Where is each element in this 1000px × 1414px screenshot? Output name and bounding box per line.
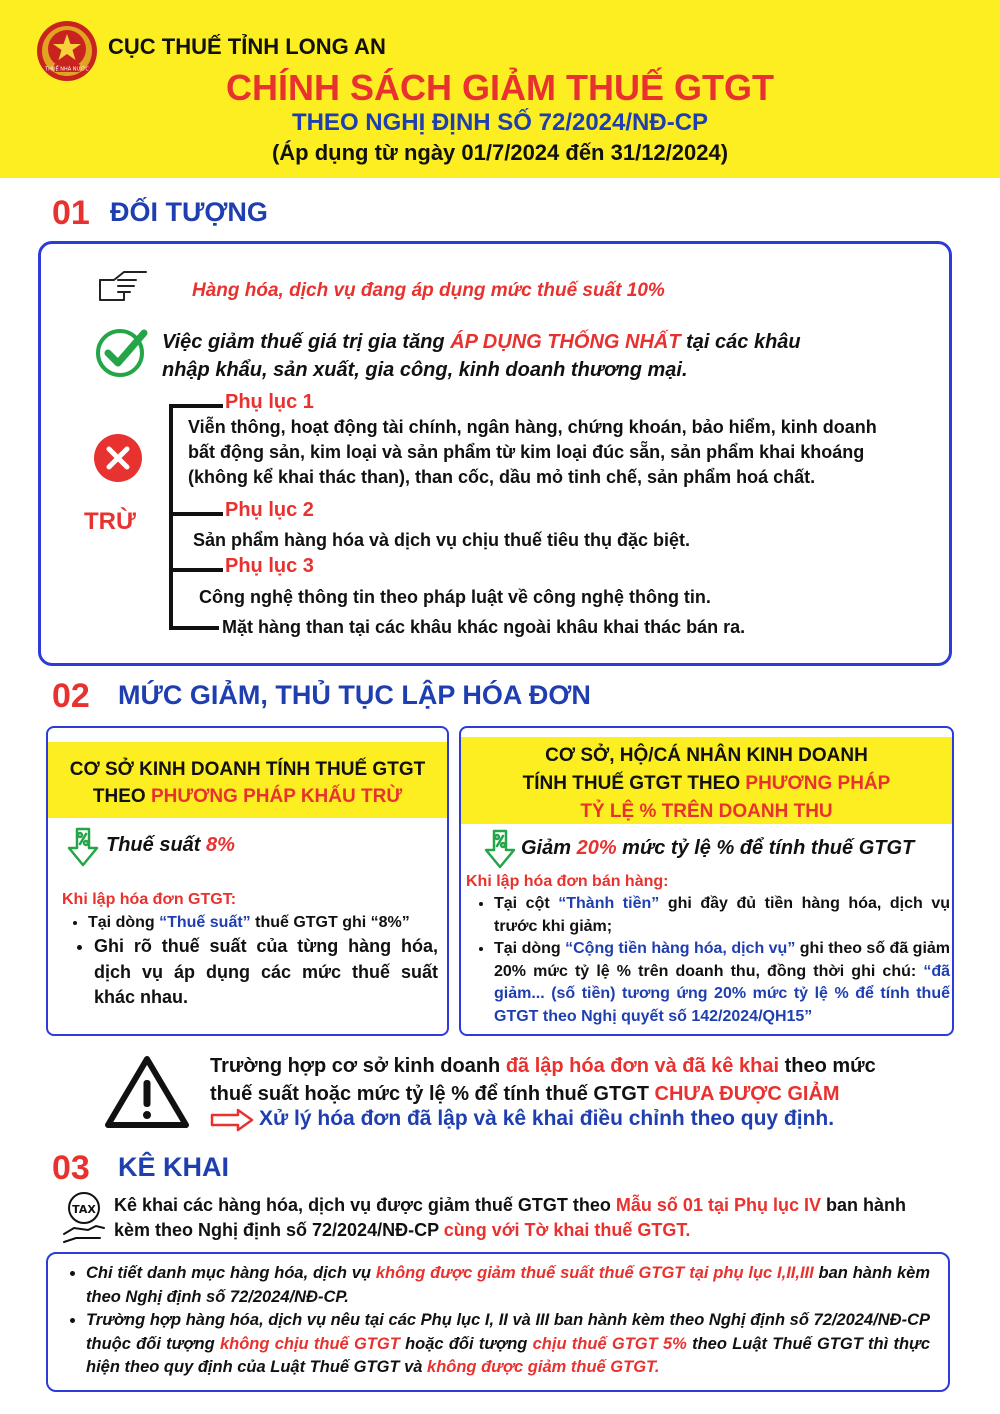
bullet-highlight: “Cộng tiền hàng hóa, dịch vụ” [565,940,796,958]
green-check-icon [94,323,150,379]
agency-name: CỤC THUẾ TỈNH LONG AN [108,34,386,59]
appendix-2-title: Phụ lục 2 [225,499,314,521]
bullet-highlight: “đã giảm... (số tiền) tương ứng 20% mức tỷ lệ % để tính thuế GTGT theo Nghị quyết số 142/2024/QH15” [494,962,950,1025]
bracket-arm [169,512,223,516]
bracket-arm [169,404,223,408]
warning-highlight: đã lập hóa đơn và đã kê khai [505,1055,780,1077]
appendix-1-line-2: bất động sản, kim loại và sản phẩm từ kim loại đúc sẵn, sản phẩm khai khoáng [188,442,865,462]
revenue-title-line-1: CƠ SỞ, HỘ/CÁ NHÂN KINH DOANH [545,745,868,766]
percent-down-arrow-icon [66,826,100,868]
bracket-arm [169,568,223,572]
declaration-text-part: ban hành [820,1195,906,1215]
section-3-number: 03 [52,1149,90,1187]
bracket-arm [169,626,219,630]
percent-down-arrow-icon [483,828,517,870]
section-3-title: KÊ KHAI [118,1152,230,1182]
bullet-highlight: “Thuế suất” [159,914,251,931]
note-text: Trường hợp hàng hóa, dịch vụ nêu tại các Phụ lục I, II và III ban hành kèm theo Nghị định số 72/2024/NĐ-CP thuộc đối tượng [86,1311,930,1353]
pointing-hand-icon [96,266,152,306]
uniform-text-part: tại các khâu [680,331,801,353]
deduction-rate-label: Thuế suất [106,834,207,856]
bullet-text: • Ghi rõ thuế suất của từng hàng hóa, dịch vụ áp dụng các mức thuế suất khác nhau. [94,934,438,1011]
red-x-icon [93,433,143,483]
appendix-1-line-1: Viễn thông, hoạt động tài chính, ngân hàng, chứng khoán, bảo hiểm, kinh doanh [188,417,877,437]
revenue-card-title [461,742,952,826]
deduction-method-name: PHƯƠNG PHÁP KHẤU TRỪ [150,786,403,807]
page-title: CHÍNH SÁCH GIẢM THUẾ GTGT [226,67,774,108]
warning-triangle-icon [104,1054,190,1130]
section-2-number: 02 [52,677,90,715]
revenue-rate-text [521,837,914,860]
warning-highlight: CHƯA ĐƯỢC GIẢM [654,1083,840,1105]
tax-hand-icon [60,1190,108,1246]
revenue-rate-value: 20% [576,837,617,859]
deduction-title-part: THEO [92,786,151,807]
notes-list [62,1262,930,1380]
warning-text-part: Trường hợp cơ sở kinh doanh [210,1055,506,1077]
revenue-method-name: PHƯƠNG PHÁP [745,773,891,794]
bullet-text: thuế GTGT ghi “8%” [250,914,410,931]
note-text: ban hành kèm theo Nghị định số 72/2024/NĐ-CP. [86,1264,930,1306]
bullet-text: Tại cột [494,895,559,912]
declaration-text [114,1193,906,1243]
effective-period: (Áp dụng từ ngày 01/7/2024 đến 31/12/2024) [271,140,729,165]
deduction-invoice-title: Khi lập hóa đơn GTGT: [62,891,237,908]
bullet-text: ghi theo số đã giảm 20% mức tỷ lệ % trên doanh thu, đồng thời ghi chú: [494,940,951,980]
arrow-right-icon [210,1108,254,1132]
appendix-1-title: Phụ lục 1 [225,391,314,413]
note-highlight: chịu thuế GTGT 5% [532,1334,687,1353]
declaration-highlight: Mẫu số 01 tại Phụ lục IV [615,1195,821,1215]
appendix-2-line-1: Sản phẩm hàng hóa và dịch vụ chịu thuế tiêu thụ đặc biệt. [193,530,691,550]
appendix-3-title: Phụ lục 3 [225,555,314,577]
revenue-bullets [470,893,950,1029]
except-label: TRỪ [84,508,136,535]
revenue-bullet-1 [494,893,950,938]
section-1-title: ĐỐI TƯỢNG [110,197,268,227]
revenue-bullet-2 [494,938,950,1028]
note-2 [86,1309,930,1380]
note-highlight: không chịu thuế GTGT [219,1334,400,1353]
deduction-bullet-1 [64,912,436,934]
bullet-text: Tại dòng [88,914,160,931]
declaration-text-part: kèm theo Nghị định số 72/2024/NĐ-CP [114,1220,444,1240]
appendix-3-line-2: Mặt hàng than tại các khâu khác ngoài khâu khai thác bán ra. [222,617,746,637]
note-highlight: không được giảm thuế GTGT. [427,1358,660,1376]
note-text: theo Luật Thuế GTGT thì thực hiện theo quy định của Luật Thuế GTGT và [86,1334,930,1376]
deduction-rate-text [106,834,235,857]
deduction-rate-value: 8% [206,834,235,856]
section-2-title: MỨC GIẢM, THỦ TỤC LẬP HÓA ĐƠN [118,680,591,710]
appendix-3-line-1: Công nghệ thông tin theo pháp luật về công nghệ thông tin. [199,587,711,607]
handling-instruction: Xử lý hóa đơn đã lập và kê khai điều chỉnh theo quy định. [259,1107,835,1130]
deduction-card-title [48,756,447,810]
svg-text:THUẾ NHÀ NƯỚC: THUẾ NHÀ NƯỚC [45,66,89,73]
note-highlight: không được giảm thuế suất thuế GTGT tại phụ lục I,II,III [375,1264,814,1282]
warning-text [210,1052,876,1108]
uniform-application-text [162,328,801,384]
appendix-1-line-3: (không kể khai thác than), than cốc, dầu mỏ tinh chế, sản phẩm hoá chất. [188,467,816,487]
bracket-vertical [169,404,173,630]
revenue-invoice-title: Khi lập hóa đơn bán hàng: [466,873,669,890]
revenue-rate-label: mức tỷ lệ % để tính thuế GTGT [616,837,915,859]
warning-text-part: theo mức [779,1055,876,1077]
deduction-title-line-1: CƠ SỞ KINH DOANH TÍNH THUẾ GTGT [69,759,426,780]
uniform-text-line-2: nhập khẩu, sản xuất, gia công, kinh doanh thương mại. [162,359,688,381]
declaration-text-part: Kê khai các hàng hóa, dịch vụ được giảm thuế GTGT theo [114,1195,616,1215]
note-text: hoặc đối tượng [399,1334,533,1353]
scope-text: Hàng hóa, dịch vụ đang áp dụng mức thuế suất 10% [192,280,665,301]
note-1 [86,1262,930,1309]
deduction-bullet-2 [70,934,438,1011]
revenue-title-part: TÍNH THUẾ GTGT THEO [522,773,746,794]
note-text: Chi tiết danh mục hàng hóa, dịch vụ [86,1264,376,1282]
svg-text:TAX: TAX [72,1203,96,1216]
uniform-text-part: Việc giảm thuế giá trị gia tăng [162,331,451,353]
revenue-rate-label: Giảm [521,837,577,859]
section-1-number: 01 [52,194,90,232]
bullet-highlight: “Thành tiền” [558,895,660,912]
page-subtitle: THEO NGHỊ ĐỊNH SỐ 72/2024/NĐ-CP [291,109,709,136]
bullet-text: ghi đầy đủ tiền hàng hóa, dịch vụ trước khi giảm; [494,895,950,935]
revenue-title-line-3: TỶ LỆ % TRÊN DOANH THU [580,801,833,822]
uniform-highlight: ÁP DỤNG THỐNG NHẤT [450,331,681,353]
warning-text-part: thuế suất hoặc mức tỷ lệ % để tính thuế GTGT [210,1083,655,1105]
bullet-text: Tại dòng [494,940,566,958]
declaration-highlight: cùng với Tờ khai thuế GTGT. [443,1220,691,1240]
